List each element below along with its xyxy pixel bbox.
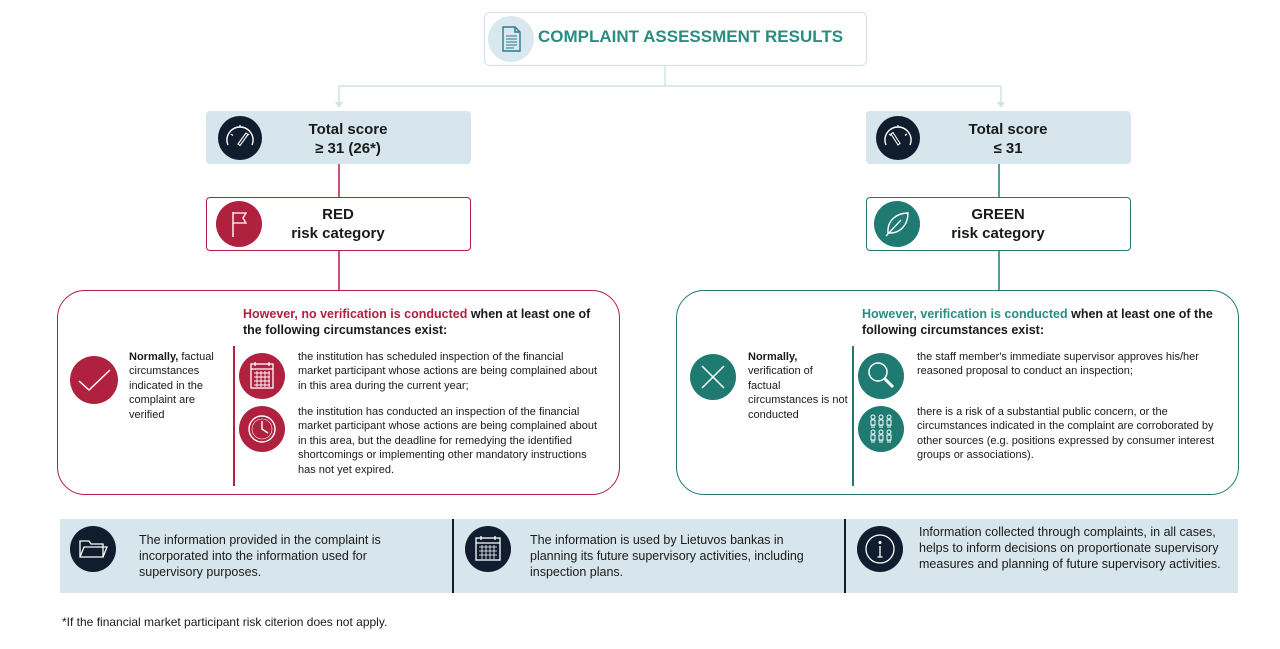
- left-score-text: [288, 120, 408, 158]
- green-heading-highlight: However, verification is conducted: [862, 307, 1068, 321]
- right-score-text: [948, 120, 1068, 158]
- red-item-2-text: the institution has conducted an inspection of the financial market participant whose actions are being complained about in this area, but the deadline for remedying the identified shortcomings or implementing other mandatory instructions has not yet expired.: [298, 406, 598, 476]
- flag-icon: [216, 201, 262, 247]
- gauge-icon: [218, 116, 262, 160]
- cross-icon: [690, 354, 736, 400]
- bottom-text-1: The information provided in the complaint is incorporated into the information used for supervisory purposes.: [139, 533, 381, 579]
- people-icon: [858, 406, 904, 452]
- green-panel-heading: [862, 306, 1227, 338]
- red-normally-text: [129, 350, 231, 422]
- red-category-name: RED: [322, 206, 354, 223]
- left-score-label: Total score: [308, 121, 388, 138]
- green-heading-rest: when at least one of the following circumstances exist:: [862, 307, 1213, 337]
- green-divider: [852, 346, 854, 486]
- footnote: *If the financial market participant risk citerion does not apply.: [62, 615, 388, 629]
- green-category-name: GREEN: [971, 206, 1025, 223]
- green-normally-text: [748, 350, 848, 422]
- bottom-text-2: The information is used by Lietuvos bankas in planning its future supervisory activities, including inspection plans.: [530, 533, 804, 579]
- red-category-text: [278, 205, 398, 243]
- green-normally-bold: Normally,: [748, 351, 798, 363]
- green-item-2-text: there is a risk of a substantial public concern, or the circumstances indicated in the complaint are corroborated by other sources (e.g. positions expressed by consumer interest groups or associations).: [917, 406, 1215, 462]
- gauge-icon: [876, 116, 920, 160]
- clock-icon: [239, 406, 285, 452]
- green-category-label: risk category: [951, 225, 1045, 242]
- green-item-1-text: the staff member's immediate supervisor approves his/her reasoned proposal to conduct an inspection;: [917, 351, 1199, 378]
- red-item-1-text: the institution has scheduled inspection of the financial market participant whose actions are being complained about in this area during the current year;: [298, 351, 598, 392]
- right-score-label: Total score: [968, 121, 1048, 138]
- left-score-value: ≥ 31 (26*): [315, 140, 381, 157]
- red-category-label: risk category: [291, 225, 385, 242]
- red-heading-highlight: However, no verification is conducted: [243, 307, 468, 321]
- page-title: COMPLAINT ASSESSMENT RESULTS: [538, 27, 844, 46]
- calendar-icon: [239, 353, 285, 399]
- bottom-divider-1: [452, 519, 454, 593]
- leaf-icon: [874, 201, 920, 247]
- document-icon: [488, 16, 534, 62]
- red-divider: [233, 346, 235, 486]
- red-panel-heading: [243, 306, 603, 338]
- folder-icon: [70, 526, 116, 572]
- calendar-icon: [465, 526, 511, 572]
- red-normally-rest: factual circumstances indicated in the complaint are verified: [129, 351, 214, 421]
- check-icon: [70, 356, 118, 404]
- red-heading-rest: when at least one of the following circumstances exist:: [243, 307, 591, 337]
- info-icon: [857, 526, 903, 572]
- right-score-value: ≤ 31: [993, 140, 1023, 157]
- bottom-divider-2: [844, 519, 846, 593]
- magnifier-icon: [858, 353, 904, 399]
- green-normally-rest: verification of factual circumstances is not conducted: [748, 365, 848, 421]
- green-category-text: [938, 205, 1058, 243]
- red-normally-bold: Normally,: [129, 351, 179, 363]
- bottom-text-3: Information collected through complaints, in all cases, helps to inform decisions on proportionate supervisory measures and planning of future supervisory activities.: [919, 525, 1221, 571]
